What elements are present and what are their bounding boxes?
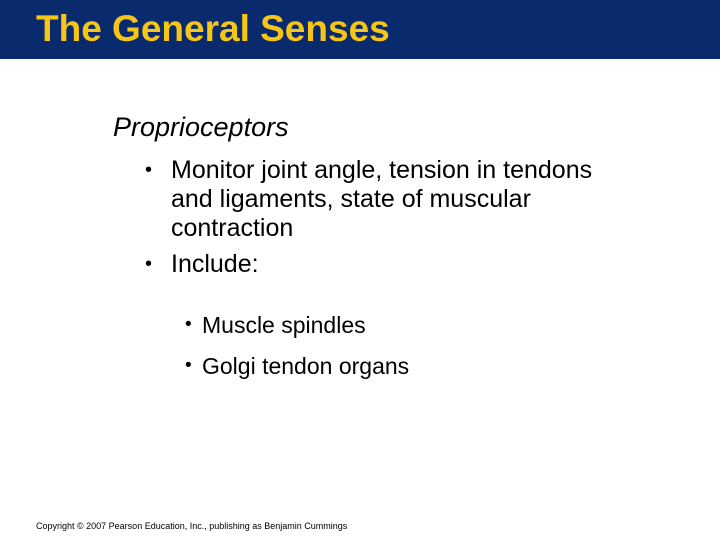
sub-bullet-item xyxy=(185,352,535,380)
bullet-item xyxy=(145,250,595,279)
bullet-point-icon: • xyxy=(185,355,192,376)
sub-bullet-text: Muscle spindles xyxy=(202,312,366,338)
bullet-point-icon: • xyxy=(145,253,153,275)
bullet-point-icon: • xyxy=(185,314,192,335)
slide-title: The General Senses xyxy=(36,8,390,49)
bullet-item xyxy=(145,156,595,243)
sub-bullet-text: Golgi tendon organs xyxy=(202,353,410,379)
title-bar xyxy=(0,0,720,59)
bullet-text: Monitor joint angle, tension in tendons and ligaments, state of muscular contraction xyxy=(171,156,593,242)
sub-bullet-list xyxy=(185,311,535,393)
sub-bullet-item xyxy=(185,311,535,339)
copyright-footer: Copyright © 2007 Pearson Education, Inc., publishing as Benjamin Cummings xyxy=(36,521,348,531)
bullet-point-icon: • xyxy=(145,159,153,181)
bullet-text: Include: xyxy=(171,250,259,278)
section-heading: Proprioceptors xyxy=(113,112,289,142)
bullet-list xyxy=(145,156,595,286)
